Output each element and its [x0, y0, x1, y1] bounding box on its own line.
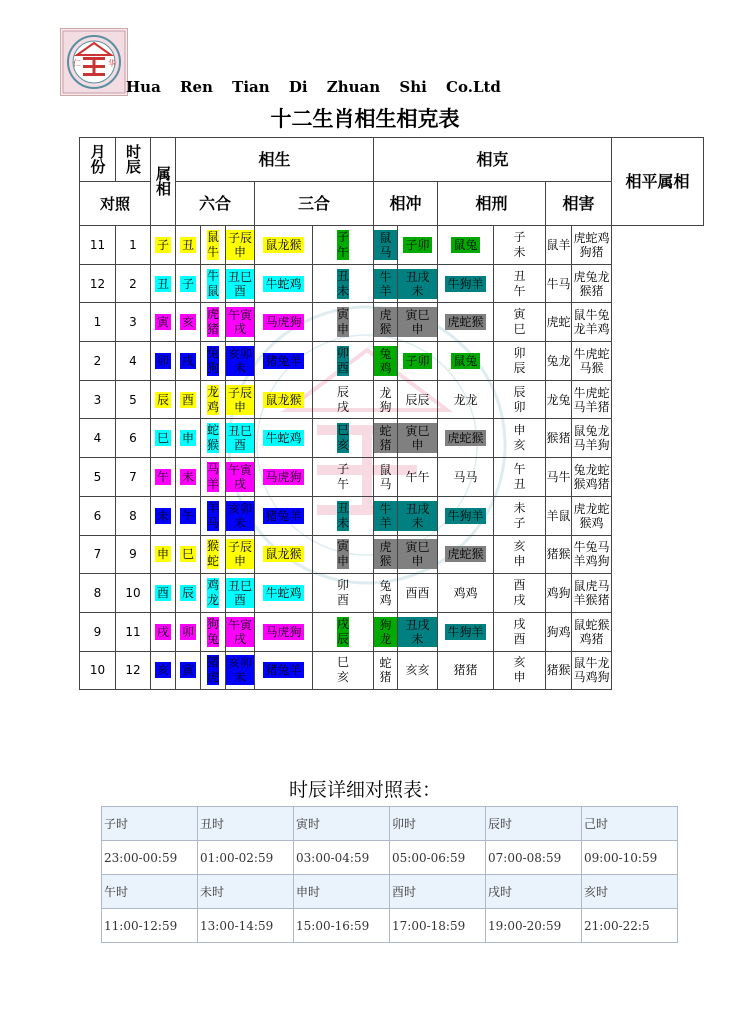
hour-cell: 12	[116, 651, 151, 690]
hai-animal-cell: 羊鼠	[546, 496, 572, 535]
shichen-range: 05:00-06:59	[390, 841, 486, 875]
contrast-header: 对照	[80, 182, 151, 226]
hour-cell: 10	[116, 574, 151, 613]
table-row	[80, 226, 704, 265]
hai-branch-cell: 丑午	[494, 264, 546, 303]
time-table-title: 时辰详细对照表：	[288, 779, 441, 801]
shichen-name: 申时	[294, 875, 390, 909]
xiangping-cell: 兔龙蛇猴鸡猪	[572, 458, 612, 497]
xing-animal-cell: 虎蛇猴	[438, 303, 494, 342]
month-cell: 12	[80, 264, 116, 303]
hai-branch-cell: 卯辰	[494, 342, 546, 381]
hour-cell: 1	[116, 226, 151, 265]
zodiac-branch-cell: 未	[151, 496, 176, 535]
hai-animal-cell: 猴猪	[546, 419, 572, 458]
zodiac-branch-cell: 丑	[151, 264, 176, 303]
zodiac-branch-cell: 子	[151, 226, 176, 265]
liuhe-branch-cell: 申	[176, 419, 201, 458]
xing-branch-cell: 子卯	[398, 226, 438, 265]
sanhe-animal-cell: 牛蛇鸡	[255, 419, 313, 458]
sanhe-animal-cell: 牛蛇鸡	[255, 264, 313, 303]
zodiac-branch-cell: 寅	[151, 303, 176, 342]
zodiac-branch-cell: 辰	[151, 380, 176, 419]
liuhe-animal-cell: 猪虎	[201, 651, 226, 690]
month-cell: 11	[80, 226, 116, 265]
month-cell: 3	[80, 380, 116, 419]
hai-branch-cell: 辰卯	[494, 380, 546, 419]
table-row	[80, 458, 704, 497]
chong-branch-cell: 卯酉	[313, 342, 374, 381]
liuhe-animal-cell: 羊马	[201, 496, 226, 535]
xing-branch-cell: 寅巳申	[398, 419, 438, 458]
hour-cell: 4	[116, 342, 151, 381]
shichen-range: 21:00-22:5	[582, 909, 678, 943]
hour-cell: 6	[116, 419, 151, 458]
liuhe-animal-cell: 蛇猴	[201, 419, 226, 458]
shichen-name: 己时	[582, 807, 678, 841]
shichen-range: 01:00-02:59	[198, 841, 294, 875]
liuhe-animal-cell: 猴蛇	[201, 535, 226, 574]
shichen-name: 丑时	[198, 807, 294, 841]
table-row	[80, 612, 704, 651]
sanhe-animal-cell: 牛蛇鸡	[255, 574, 313, 613]
liuhe-animal-cell: 兔狗	[201, 342, 226, 381]
sanhe-animal-cell: 鼠龙猴	[255, 380, 313, 419]
chong-animal-cell: 牛羊	[374, 496, 398, 535]
xing-animal-cell: 龙龙	[438, 380, 494, 419]
hai-branch-cell: 酉戌	[494, 574, 546, 613]
xiangping-cell: 牛虎蛇马猴	[572, 342, 612, 381]
hai-animal-cell: 猪猴	[546, 651, 572, 690]
month-cell: 1	[80, 303, 116, 342]
shichen-name: 亥时	[582, 875, 678, 909]
chong-animal-cell: 鼠马	[374, 226, 398, 265]
table-row	[80, 264, 704, 303]
xing-branch-cell: 寅巳申	[398, 303, 438, 342]
zodiac-branch-cell: 午	[151, 458, 176, 497]
xing-branch-cell: 亥亥	[398, 651, 438, 690]
month-header: 月份	[80, 138, 116, 182]
shichen-name: 未时	[198, 875, 294, 909]
sanhe-branch-cell: 丑巳酉	[226, 574, 255, 613]
xing-animal-cell: 猪猪	[438, 651, 494, 690]
chong-animal-cell: 兔鸡	[374, 574, 398, 613]
chong-branch-cell: 戌辰	[313, 612, 374, 651]
liuhe-branch-cell: 辰	[176, 574, 201, 613]
hai-branch-cell: 未子	[494, 496, 546, 535]
hour-cell: 5	[116, 380, 151, 419]
xing-branch-cell: 丑戌未	[398, 264, 438, 303]
table-row	[80, 303, 704, 342]
shichen-range: 13:00-14:59	[198, 909, 294, 943]
sanhe-animal-cell: 猪兔羊	[255, 496, 313, 535]
xiangsheng-header: 相生	[176, 138, 374, 182]
chong-animal-cell: 兔鸡	[374, 342, 398, 381]
xing-animal-cell: 牛狗羊	[438, 264, 494, 303]
liuhe-branch-cell: 巳	[176, 535, 201, 574]
shichen-range: 23:00-00:59	[102, 841, 198, 875]
table-row	[80, 496, 704, 535]
liuhe-header: 六合	[176, 182, 255, 226]
shichen-range: 03:00-04:59	[294, 841, 390, 875]
company-name: Hua Ren Tian Di Zhuan Shi Co.Ltd	[126, 78, 501, 96]
zodiac-branch-cell: 戌	[151, 612, 176, 651]
page-title: 十二生肖相生相克表	[270, 106, 460, 131]
sanhe-branch-cell: 亥卯未	[226, 496, 255, 535]
chong-animal-cell: 蛇猪	[374, 651, 398, 690]
shichen-name: 寅时	[294, 807, 390, 841]
xiangping-cell: 虎龙蛇猴鸡	[572, 496, 612, 535]
xiangping-cell: 鼠牛龙马鸡狗	[572, 651, 612, 690]
month-cell: 2	[80, 342, 116, 381]
xing-branch-cell: 酉酉	[398, 574, 438, 613]
company-logo	[60, 28, 128, 96]
chong-branch-cell: 丑未	[313, 496, 374, 535]
xiangping-header: 相平属相	[612, 138, 704, 226]
zodiac-header: 属相	[151, 138, 176, 226]
table-row	[80, 574, 704, 613]
xiangxing-header: 相刑	[438, 182, 546, 226]
liuhe-branch-cell: 戌	[176, 342, 201, 381]
sanhe-header: 三合	[255, 182, 374, 226]
xing-animal-cell: 鼠兔	[438, 226, 494, 265]
xiangping-cell: 鼠牛兔龙羊鸡	[572, 303, 612, 342]
xiangping-cell: 鼠虎马羊猴猪	[572, 574, 612, 613]
chong-branch-cell: 子午	[313, 458, 374, 497]
xing-animal-cell: 牛狗羊	[438, 496, 494, 535]
xing-animal-cell: 虎蛇猴	[438, 419, 494, 458]
chong-animal-cell: 虎猴	[374, 535, 398, 574]
liuhe-branch-cell: 丑	[176, 226, 201, 265]
logo-char-right: 华	[108, 59, 116, 68]
shichen-range: 07:00-08:59	[486, 841, 582, 875]
shichen-name: 酉时	[390, 875, 486, 909]
hai-animal-cell: 马牛	[546, 458, 572, 497]
zodiac-table	[79, 137, 704, 690]
hai-branch-cell: 申亥	[494, 419, 546, 458]
xing-animal-cell: 鸡鸡	[438, 574, 494, 613]
liuhe-branch-cell: 亥	[176, 303, 201, 342]
sanhe-branch-cell: 亥卯未	[226, 342, 255, 381]
sanhe-branch-cell: 丑巳酉	[226, 264, 255, 303]
chong-branch-cell: 丑未	[313, 264, 374, 303]
shichen-name: 卯时	[390, 807, 486, 841]
month-cell: 4	[80, 419, 116, 458]
hai-branch-cell: 戌酉	[494, 612, 546, 651]
liuhe-branch-cell: 寅	[176, 651, 201, 690]
xiangping-cell: 鼠兔龙马羊狗	[572, 419, 612, 458]
chong-branch-cell: 寅申	[313, 303, 374, 342]
chong-animal-cell: 鼠马	[374, 458, 398, 497]
time-table	[101, 806, 678, 943]
xiangchong-header: 相冲	[374, 182, 438, 226]
hai-animal-cell: 猪猴	[546, 535, 572, 574]
zodiac-branch-cell: 巳	[151, 419, 176, 458]
sanhe-branch-cell: 子辰申	[226, 226, 255, 265]
chong-branch-cell: 辰戌	[313, 380, 374, 419]
xing-animal-cell: 鼠兔	[438, 342, 494, 381]
xiangping-cell: 牛虎蛇马羊猪	[572, 380, 612, 419]
sanhe-branch-cell: 午寅戌	[226, 303, 255, 342]
chong-animal-cell: 龙狗	[374, 380, 398, 419]
liuhe-branch-cell: 酉	[176, 380, 201, 419]
xing-animal-cell: 虎蛇猴	[438, 535, 494, 574]
xianghai-header: 相害	[546, 182, 612, 226]
chong-branch-cell: 卯酉	[313, 574, 374, 613]
chong-animal-cell: 蛇猪	[374, 419, 398, 458]
logo-char-left: 仁	[73, 59, 81, 68]
hai-branch-cell: 亥申	[494, 651, 546, 690]
hai-animal-cell: 鼠羊	[546, 226, 572, 265]
liuhe-animal-cell: 龙鸡	[201, 380, 226, 419]
xiangping-cell: 虎蛇鸡狗猪	[572, 226, 612, 265]
liuhe-animal-cell: 虎猪	[201, 303, 226, 342]
month-cell: 10	[80, 651, 116, 690]
xiangping-cell: 鼠蛇猴鸡猪	[572, 612, 612, 651]
hour-cell: 9	[116, 535, 151, 574]
xiangping-cell: 牛兔马羊鸡狗	[572, 535, 612, 574]
month-cell: 9	[80, 612, 116, 651]
hour-cell: 2	[116, 264, 151, 303]
hai-animal-cell: 兔龙	[546, 342, 572, 381]
table-row	[80, 651, 704, 690]
shichen-name: 午时	[102, 875, 198, 909]
hai-animal-cell: 虎蛇	[546, 303, 572, 342]
hour-cell: 3	[116, 303, 151, 342]
hour-cell: 7	[116, 458, 151, 497]
xing-branch-cell: 午午	[398, 458, 438, 497]
hai-branch-cell: 子未	[494, 226, 546, 265]
liuhe-branch-cell: 午	[176, 496, 201, 535]
sanhe-animal-cell: 马虎狗	[255, 612, 313, 651]
liuhe-branch-cell: 卯	[176, 612, 201, 651]
xing-branch-cell: 子卯	[398, 342, 438, 381]
hai-animal-cell: 龙兔	[546, 380, 572, 419]
xing-branch-cell: 寅巳申	[398, 535, 438, 574]
shichen-range: 15:00-16:59	[294, 909, 390, 943]
table-row	[80, 535, 704, 574]
month-cell: 6	[80, 496, 116, 535]
liuhe-animal-cell: 牛鼠	[201, 264, 226, 303]
sanhe-animal-cell: 马虎狗	[255, 458, 313, 497]
chong-animal-cell: 牛羊	[374, 264, 398, 303]
liuhe-animal-cell: 鸡龙	[201, 574, 226, 613]
month-cell: 8	[80, 574, 116, 613]
hour-cell: 11	[116, 612, 151, 651]
shichen-range: 19:00-20:59	[486, 909, 582, 943]
liuhe-branch-cell: 子	[176, 264, 201, 303]
sanhe-branch-cell: 午寅戌	[226, 612, 255, 651]
xing-branch-cell: 辰辰	[398, 380, 438, 419]
hai-branch-cell: 寅巳	[494, 303, 546, 342]
xing-animal-cell: 马马	[438, 458, 494, 497]
shichen-range: 09:00-10:59	[582, 841, 678, 875]
zodiac-branch-cell: 亥	[151, 651, 176, 690]
chong-animal-cell: 狗龙	[374, 612, 398, 651]
sanhe-animal-cell: 马虎狗	[255, 303, 313, 342]
zodiac-branch-cell: 酉	[151, 574, 176, 613]
xiangping-cell: 虎兔龙猴猪	[572, 264, 612, 303]
hai-animal-cell: 鸡狗	[546, 574, 572, 613]
table-row	[80, 380, 704, 419]
shichen-name: 辰时	[486, 807, 582, 841]
table-row	[80, 419, 704, 458]
shichen-name: 戌时	[486, 875, 582, 909]
hai-branch-cell: 亥申	[494, 535, 546, 574]
sanhe-animal-cell: 鼠龙猴	[255, 226, 313, 265]
hai-branch-cell: 午丑	[494, 458, 546, 497]
shichen-name: 子时	[102, 807, 198, 841]
month-cell: 7	[80, 535, 116, 574]
zodiac-branch-cell: 申	[151, 535, 176, 574]
month-cell: 5	[80, 458, 116, 497]
table-row	[80, 342, 704, 381]
zodiac-branch-cell: 卯	[151, 342, 176, 381]
sanhe-branch-cell: 丑巳酉	[226, 419, 255, 458]
hai-animal-cell: 狗鸡	[546, 612, 572, 651]
sanhe-branch-cell: 午寅戌	[226, 458, 255, 497]
chong-branch-cell: 巳亥	[313, 651, 374, 690]
hour-header: 时辰	[116, 138, 151, 182]
liuhe-animal-cell: 鼠牛	[201, 226, 226, 265]
shichen-range: 11:00-12:59	[102, 909, 198, 943]
xing-branch-cell: 丑戌未	[398, 612, 438, 651]
chong-branch-cell: 子午	[313, 226, 374, 265]
chong-animal-cell: 虎猴	[374, 303, 398, 342]
xiangke-header: 相克	[374, 138, 612, 182]
liuhe-branch-cell: 未	[176, 458, 201, 497]
chong-branch-cell: 寅申	[313, 535, 374, 574]
sanhe-branch-cell: 亥卯未	[226, 651, 255, 690]
shichen-range: 17:00-18:59	[390, 909, 486, 943]
sanhe-branch-cell: 子辰申	[226, 380, 255, 419]
hour-cell: 8	[116, 496, 151, 535]
sanhe-animal-cell: 猪兔羊	[255, 342, 313, 381]
sanhe-animal-cell: 鼠龙猴	[255, 535, 313, 574]
hai-animal-cell: 牛马	[546, 264, 572, 303]
sanhe-animal-cell: 猪兔羊	[255, 651, 313, 690]
chong-branch-cell: 巳亥	[313, 419, 374, 458]
sanhe-branch-cell: 子辰申	[226, 535, 255, 574]
xing-branch-cell: 丑戌未	[398, 496, 438, 535]
liuhe-animal-cell: 狗兔	[201, 612, 226, 651]
xing-animal-cell: 牛狗羊	[438, 612, 494, 651]
liuhe-animal-cell: 马羊	[201, 458, 226, 497]
